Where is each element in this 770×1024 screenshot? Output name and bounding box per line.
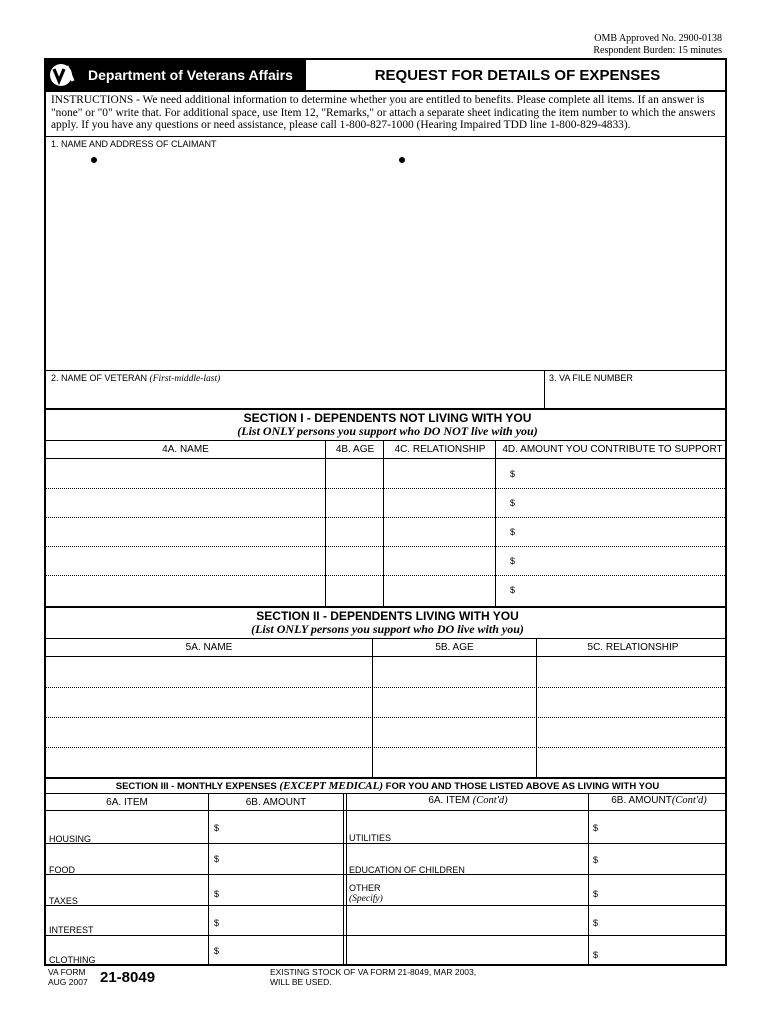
stock-notice xyxy=(270,967,476,987)
divider xyxy=(46,136,727,137)
divider xyxy=(343,793,344,966)
section1-row4-amount[interactable] xyxy=(496,546,727,575)
housing-amount-field[interactable] xyxy=(209,811,343,843)
stock-notice-line2: WILL BE USED. xyxy=(270,977,332,987)
divider xyxy=(46,408,727,410)
col-4a-name: 4A. NAME xyxy=(162,444,209,455)
dollar-sign: $ xyxy=(214,946,220,956)
form-number: 21-8049 xyxy=(100,969,156,986)
col-4c-relationship: 4C. RELATIONSHIP xyxy=(394,444,486,455)
expense-item-education: EDUCATION OF CHILDREN xyxy=(349,865,465,875)
divider xyxy=(46,440,727,441)
address-window-marker xyxy=(399,157,405,163)
dollar-sign: $ xyxy=(510,469,516,479)
omb-notice xyxy=(560,33,722,57)
section2-row4-relationship[interactable] xyxy=(537,747,727,777)
instructions: INSTRUCTIONS - We need additional information to determine whether you are entitled to benefits. Please complete all items. If an answer is "none" or "0" write that. For additional space, use Item 12, "Remarks," or attach a separate sheet indicating the item number to which the answers apply. If you have any questions or need assistance, please call 1-800-827-1000 (Hearing Impaired TDD line 1-800-829-4833). xyxy=(51,94,716,131)
claimant-name-address-label: 1. NAME AND ADDRESS OF CLAIMANT xyxy=(51,139,217,149)
expense-item-food: FOOD xyxy=(49,865,75,875)
section2-row3-name[interactable] xyxy=(46,717,372,747)
divider xyxy=(46,638,727,639)
section2-row1-age[interactable] xyxy=(373,657,536,687)
omb-approval: OMB Approved No. 2900-0138 xyxy=(594,33,722,44)
expense-item-taxes: TAXES xyxy=(49,896,78,906)
divider xyxy=(46,370,727,371)
section2-row2-age[interactable] xyxy=(373,687,536,717)
divider xyxy=(544,370,545,408)
divider xyxy=(46,793,727,794)
col-5c-relationship: 5C. RELATIONSHIP xyxy=(587,642,679,653)
section1-row3-amount[interactable] xyxy=(496,517,727,546)
other-item-amount-field-2[interactable] xyxy=(589,936,727,966)
dollar-sign: $ xyxy=(593,889,599,899)
section1-subtitle: (List ONLY persons you support who DO NOT live with you) xyxy=(237,424,538,438)
col-5a-name: 5A. NAME xyxy=(185,642,233,653)
clothing-amount-field[interactable] xyxy=(209,936,343,966)
expense-item-interest: INTEREST xyxy=(49,925,94,935)
va-form-label: VA FORM xyxy=(48,967,86,977)
section2-row4-age[interactable] xyxy=(373,747,536,777)
divider xyxy=(46,606,727,608)
section1-row2-name[interactable] xyxy=(46,488,325,517)
col-6a-item: 6A. ITEM xyxy=(106,797,148,808)
section2-row1-relationship[interactable] xyxy=(537,657,727,687)
section1-row5-name[interactable] xyxy=(46,575,325,605)
department-name: Department of Veterans Affairs xyxy=(88,67,293,83)
address-window-marker xyxy=(91,157,97,163)
section2-row2-name[interactable] xyxy=(46,687,372,717)
dollar-sign: $ xyxy=(510,556,516,566)
section1-row5-age[interactable] xyxy=(326,575,383,605)
section1-row3-relationship[interactable] xyxy=(384,517,495,546)
col-6b-amount-contd: 6B. AMOUNT(Cont'd) xyxy=(611,795,707,806)
section2-title: SECTION II - DEPENDENTS LIVING WITH YOU xyxy=(256,609,519,623)
expense-item-clothing: CLOTHING xyxy=(49,955,96,965)
dollar-sign: $ xyxy=(214,823,220,833)
va-logo-icon xyxy=(46,60,86,90)
section1-row1-age[interactable] xyxy=(326,459,383,488)
section1-row1-amount[interactable] xyxy=(496,459,727,488)
other-specify-hint: (Specify) xyxy=(349,894,383,904)
department-banner xyxy=(46,60,306,90)
dollar-sign: $ xyxy=(593,823,599,833)
col-4b-age: 4B. AGE xyxy=(335,444,375,455)
section1-title: SECTION I - DEPENDENTS NOT LIVING WITH YOU xyxy=(243,411,532,425)
other-item-amount-field-1[interactable] xyxy=(589,906,727,935)
section1-row2-amount[interactable] xyxy=(496,488,727,517)
section1-row4-name[interactable] xyxy=(46,546,325,575)
section2-row1-name[interactable] xyxy=(46,657,372,687)
col-4d-amount: 4D. AMOUNT YOU CONTRIBUTE TO SUPPORT xyxy=(502,444,723,455)
col-5b-age: 5B. AGE xyxy=(435,642,474,653)
dollar-sign: $ xyxy=(214,918,220,928)
dollar-sign: $ xyxy=(214,889,220,899)
form-title: REQUEST FOR DETAILS OF EXPENSES xyxy=(374,66,661,84)
utilities-amount-field[interactable] xyxy=(589,811,727,843)
section2-row3-age[interactable] xyxy=(373,717,536,747)
section1-row5-relationship[interactable] xyxy=(384,575,495,605)
dollar-sign: $ xyxy=(593,855,599,865)
claimant-name-address-field[interactable] xyxy=(50,150,725,368)
food-amount-field[interactable] xyxy=(209,844,343,874)
veteran-name-field[interactable] xyxy=(50,384,540,406)
section1-row4-relationship[interactable] xyxy=(384,546,495,575)
section1-row1-relationship[interactable] xyxy=(384,459,495,488)
section2-row2-relationship[interactable] xyxy=(537,687,727,717)
va-file-number-label: 3. VA FILE NUMBER xyxy=(549,373,633,383)
section1-row3-name[interactable] xyxy=(46,517,325,546)
col-6b-amount: 6B. AMOUNT xyxy=(245,797,307,808)
section1-row2-relationship[interactable] xyxy=(384,488,495,517)
form-date: AUG 2007 xyxy=(48,977,88,987)
taxes-amount-field[interactable] xyxy=(209,875,343,905)
dollar-sign: $ xyxy=(510,585,516,595)
header-divider xyxy=(46,90,727,92)
footer-form-id xyxy=(48,967,88,987)
other-item-field-1[interactable] xyxy=(347,906,588,935)
expense-form xyxy=(44,58,727,966)
dollar-sign: $ xyxy=(593,950,599,960)
expense-item-utilities: UTILITIES xyxy=(349,833,392,843)
section3-title: SECTION III - MONTHLY EXPENSES (EXCEPT MEDICAL) FOR YOU AND THOSE LISTED ABOVE AS LIVING WITH YOU xyxy=(115,780,660,792)
dollar-sign: $ xyxy=(510,527,516,537)
expense-item-other: OTHER xyxy=(349,883,381,893)
section2-row3-relationship[interactable] xyxy=(537,717,727,747)
section2-subtitle: (List ONLY persons you support who DO live with you) xyxy=(251,622,524,636)
education-amount-field[interactable] xyxy=(589,844,727,874)
dollar-sign: $ xyxy=(593,918,599,928)
section1-row1-name[interactable] xyxy=(46,459,325,488)
section1-row3-age[interactable] xyxy=(326,517,383,546)
interest-amount-field[interactable] xyxy=(209,906,343,935)
va-file-number-field[interactable] xyxy=(548,384,726,406)
veteran-name-label: 2. NAME OF VETERAN (First-middle-last) xyxy=(51,373,221,384)
dollar-sign: $ xyxy=(214,854,220,864)
section2-row4-name[interactable] xyxy=(46,747,372,777)
section1-row4-age[interactable] xyxy=(326,546,383,575)
col-6a-item-contd: 6A. ITEM (Cont'd) xyxy=(428,795,508,806)
dollar-sign: $ xyxy=(510,498,516,508)
other-amount-field[interactable] xyxy=(589,875,727,905)
stock-notice-line1: EXISTING STOCK OF VA FORM 21-8049, MAR 2003, xyxy=(270,967,477,977)
section1-row2-age[interactable] xyxy=(326,488,383,517)
divider xyxy=(46,777,727,779)
section1-row5-amount[interactable] xyxy=(496,575,727,605)
respondent-burden: Respondent Burden: 15 minutes xyxy=(593,45,722,56)
other-item-field-2[interactable] xyxy=(347,936,588,966)
expense-item-housing: HOUSING xyxy=(49,834,92,844)
